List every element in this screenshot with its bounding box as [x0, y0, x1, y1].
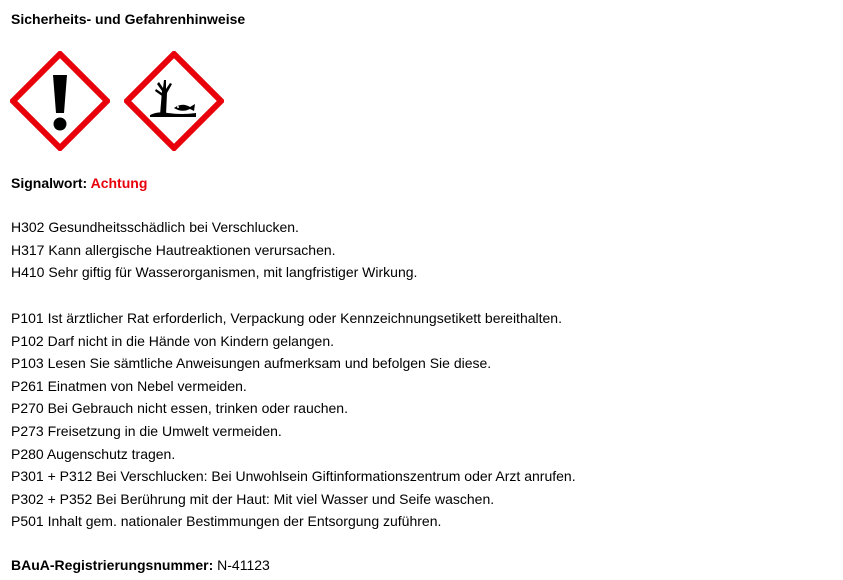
exclamation-mark-icon — [10, 51, 110, 151]
precautionary-statement: P102 Darf nicht in die Hände von Kindern gelangen. — [11, 332, 334, 349]
precautionary-statement: P273 Freisetzung in die Umwelt vermeiden. — [11, 422, 282, 439]
section-title: Sicherheits- und Gefahrenhinweise — [11, 11, 246, 27]
hazard-statement: H410 Sehr giftig für Wasserorganismen, mit langfristiger Wirkung. — [11, 264, 418, 281]
precautionary-statement: P261 Einatmen von Nebel vermeiden. — [11, 377, 247, 394]
signal-word-value: Achtung — [90, 175, 148, 191]
precautionary-statement: P501 Inhalt gem. nationaler Bestimmungen der Entsorgung zuführen. — [11, 513, 442, 530]
precautionary-statement: P270 Bei Gebrauch nicht essen, trinken oder rauchen. — [11, 400, 348, 417]
environment-hazard-icon — [124, 51, 224, 151]
precautionary-statement: P280 Augenschutz tragen. — [11, 445, 176, 462]
signal-word-label: Signalwort: — [11, 175, 88, 191]
precautionary-statements — [11, 307, 576, 533]
precautionary-statement: P302 + P352 Bei Berührung mit der Haut: Mit viel Wasser und Seife waschen. — [11, 490, 495, 507]
precautionary-statement: P101 Ist ärztlicher Rat erforderlich, Verpackung oder Kennzeichnungsetikett bereithalten. — [11, 310, 562, 326]
signal-word-row — [11, 174, 147, 192]
hazard-statements — [11, 216, 417, 284]
registration-value: N-41123 — [217, 557, 270, 573]
hazard-statement: H317 Kann allergische Hautreaktionen verursachen. — [11, 241, 336, 258]
registration-number-row — [11, 556, 270, 574]
precautionary-statement: P301 + P312 Bei Verschlucken: Bei Unwohlsein Giftinformationszentrum oder Arzt anrufen. — [11, 468, 576, 485]
registration-label: BAuA-Registrierungsnummer: — [11, 557, 214, 573]
precautionary-statement: P103 Lesen Sie sämtliche Anweisungen aufmerksam und befolgen Sie diese. — [11, 355, 492, 372]
hazard-statement: H302 Gesundheitsschädlich bei Verschlucken. — [11, 219, 299, 235]
